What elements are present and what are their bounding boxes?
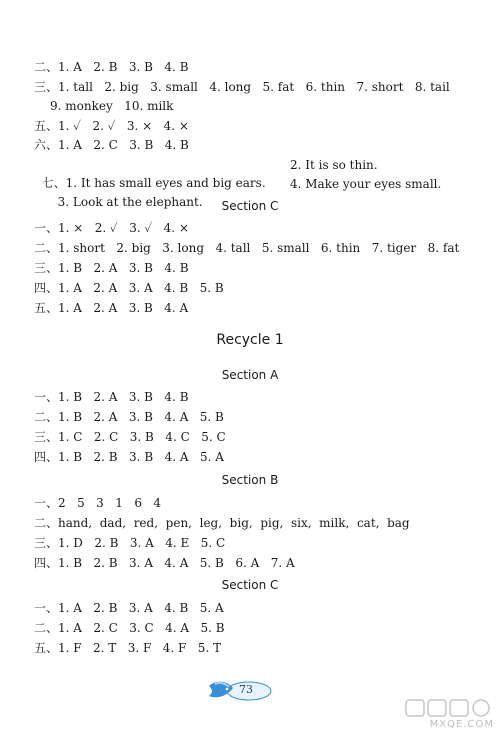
answer-line: 三、1. D 2. B 3. A 4. E 5. C [34, 536, 226, 550]
answer-line: 一、1. B 2. A 3. B 4. B [34, 390, 189, 404]
answer-right: 4. Make your eyes small. [290, 177, 442, 191]
answer-left: 七、1. It has small eyes and big ears. [41, 176, 266, 190]
section-heading: Section A [221, 368, 279, 382]
answer-line: 四、1. A 2. A 3. A 4. B 5. B [34, 281, 224, 295]
watermark [404, 697, 494, 735]
answer-line: 三、1. B 2. A 3. B 4. B [34, 261, 189, 275]
section-heading: Section C [221, 199, 279, 213]
answer-line: 三、1. tall 2. big 3. small 4. long 5. fat 6. thin 7. short 8. tail [34, 80, 450, 94]
answer-line: 五、1. A 2. A 3. B 4. A [34, 301, 189, 315]
answer-line: 二、hand, dad, red, pen, leg, big, pig, six, milk, cat, bag [34, 516, 410, 530]
page-number: 73 [239, 683, 253, 696]
answer-line: 五、1. ✓ 2. ✓ 3. × 4. × [34, 119, 189, 133]
recycle-title: Recycle 1 [216, 332, 284, 348]
answer-line: 9. monkey 10. milk [50, 99, 174, 113]
answer-line: 一、1. × 2. ✓ 3. ✓ 4. × [34, 221, 189, 235]
page-footer [205, 678, 285, 704]
answer-line: 五、1. F 2. T 3. F 4. F 5. T [34, 641, 222, 655]
answer-right: 2. It is so thin. [290, 158, 378, 172]
answer-line: 一、1. A 2. B 3. A 4. B 5. A [34, 601, 224, 615]
answer-line: 一、2 5 3 1 6 4 [34, 496, 162, 510]
answer-line: 四、1. B 2. B 3. B 4. A 5. A [34, 450, 224, 464]
answer-line: 二、1. B 2. A 3. B 4. A 5. B [34, 410, 224, 424]
answer-line: 六、1. A 2. C 3. B 4. B [34, 138, 189, 152]
answer-line: 二、1. A 2. B 3. B 4. B [34, 60, 189, 74]
watermark-logo-icon [404, 697, 494, 719]
watermark-text: MXQE.COM [429, 719, 494, 730]
answer-left: 3. Look at the elephant. [57, 195, 203, 209]
section-heading: Section B [221, 473, 279, 487]
answer-line: 二、1. A 2. C 3. C 4. A 5. B [34, 621, 225, 635]
answer-line: 三、1. C 2. C 3. B 4. C 5. C [34, 430, 226, 444]
section-heading: Section C [221, 578, 279, 592]
answer-line: 四、1. B 2. B 3. A 4. A 5. B 6. A 7. A [34, 556, 295, 570]
answer-line: 二、1. short 2. big 3. long 4. tall 5. small 6. thin 7. tiger 8. fat [34, 241, 460, 255]
